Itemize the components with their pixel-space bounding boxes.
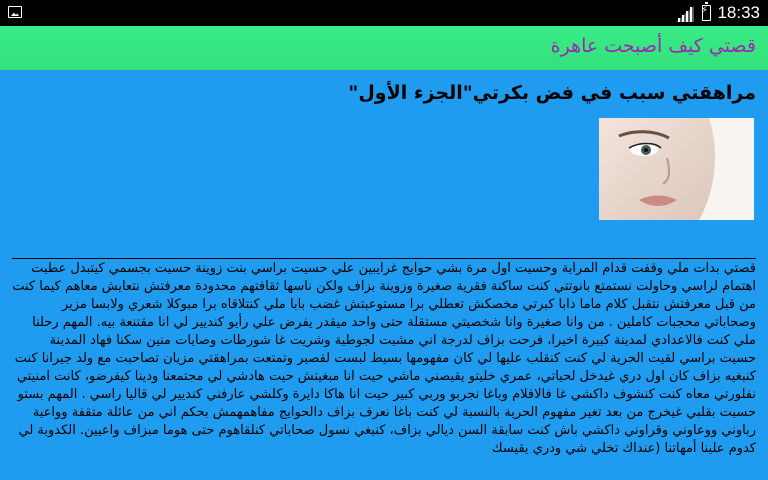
battery-charging-icon	[702, 5, 711, 21]
image-notification-icon	[8, 6, 22, 18]
article-title: مراهقتي سبب في فض بكرتي"الجزء الأول"	[348, 82, 756, 104]
signal-icon	[676, 6, 694, 22]
article-body: قصتي بدات ملي وقفت قدام المراية وحسيت اول مرة بشي حوايج غرايبين علي حسيت براسي بنت زوينة حسيت بجسمي كيتبدل عطيت اهتمام لراسي وحاولت نستمتع بانوتتي كنت ساكنة فقرية صغيرة وزوينة بزاف ولكن ناسها ثقافتهم محدودة معرفتش نتعايش معاهم كيما كنت من قبل معرفتش نتقبل كلام ماما دابا كبرتي مخصكش تعطلي برا مستوعبتش غضب بابا ملي كنتلاقاه برا مبوكلا شعري ولابسا مزير وصحاباتي محجبات كاملين . من وانا صغيرة وانا شخصيتي مستقلة حتى واحد ميقدر يفرض علي رأيو كنديير لي انا مقتنعة بيه. المهم رحلنا ملي كنت فالاعدادي لمدينة كبيرة اخيرا، فرحت بزاف لدرجة اني مشيت لجوطية وشريت غا شورطات وصايات منين سكنا فهاد المدينة حسيت براسي لقيت الحرية لي كنت كنقلب عليها لي كان مفهومها بسيط لبست لقصير وتمتعت بمراهقتي مزيان تصاحبت مع ولد جيرانا كنت كنبغيه بزاف كان اول دري غيدخل لحياتي، عمري خليتو يقيصني ماشي حيت انا مبغيتش حيت هادشي لي مجتمعنا ودينا كيفرضو، كانت امنيتي نفلورتي معاه كنت كنشوف داكشي غا فالافلام وباغا نجربو وربي كبير حيت انا هاكا دايرة وكلشي عارفني كنديير لي قاليا راسي . المهم بستو حسيت بقلبي غيخرج من بعد تغير مفهوم الحرية بالنسبة لي كنت باغا نعرف بزاف دالحوايج مفاهمهمش بحكم اني من عائلة متقفة وواعية رباوني ووعاوني وقراوني داكشي باش كنت سابقة السن ديالي بزاف، كنبغي نسول صحاباتي كنلقاهوم حتى هوما مبزاف واعيين. الكدوبة لي كدوم علينا أمهاتنا (عنداك تخلي شي ودري يقيسك	[12, 258, 756, 458]
status-time: 18:33	[717, 3, 760, 22]
app-title: قصتي كيف أصبحت عاهرة	[550, 35, 756, 57]
face-photo	[599, 118, 754, 220]
article-image	[599, 118, 754, 220]
app-bar	[0, 26, 768, 70]
status-bar	[0, 0, 768, 26]
